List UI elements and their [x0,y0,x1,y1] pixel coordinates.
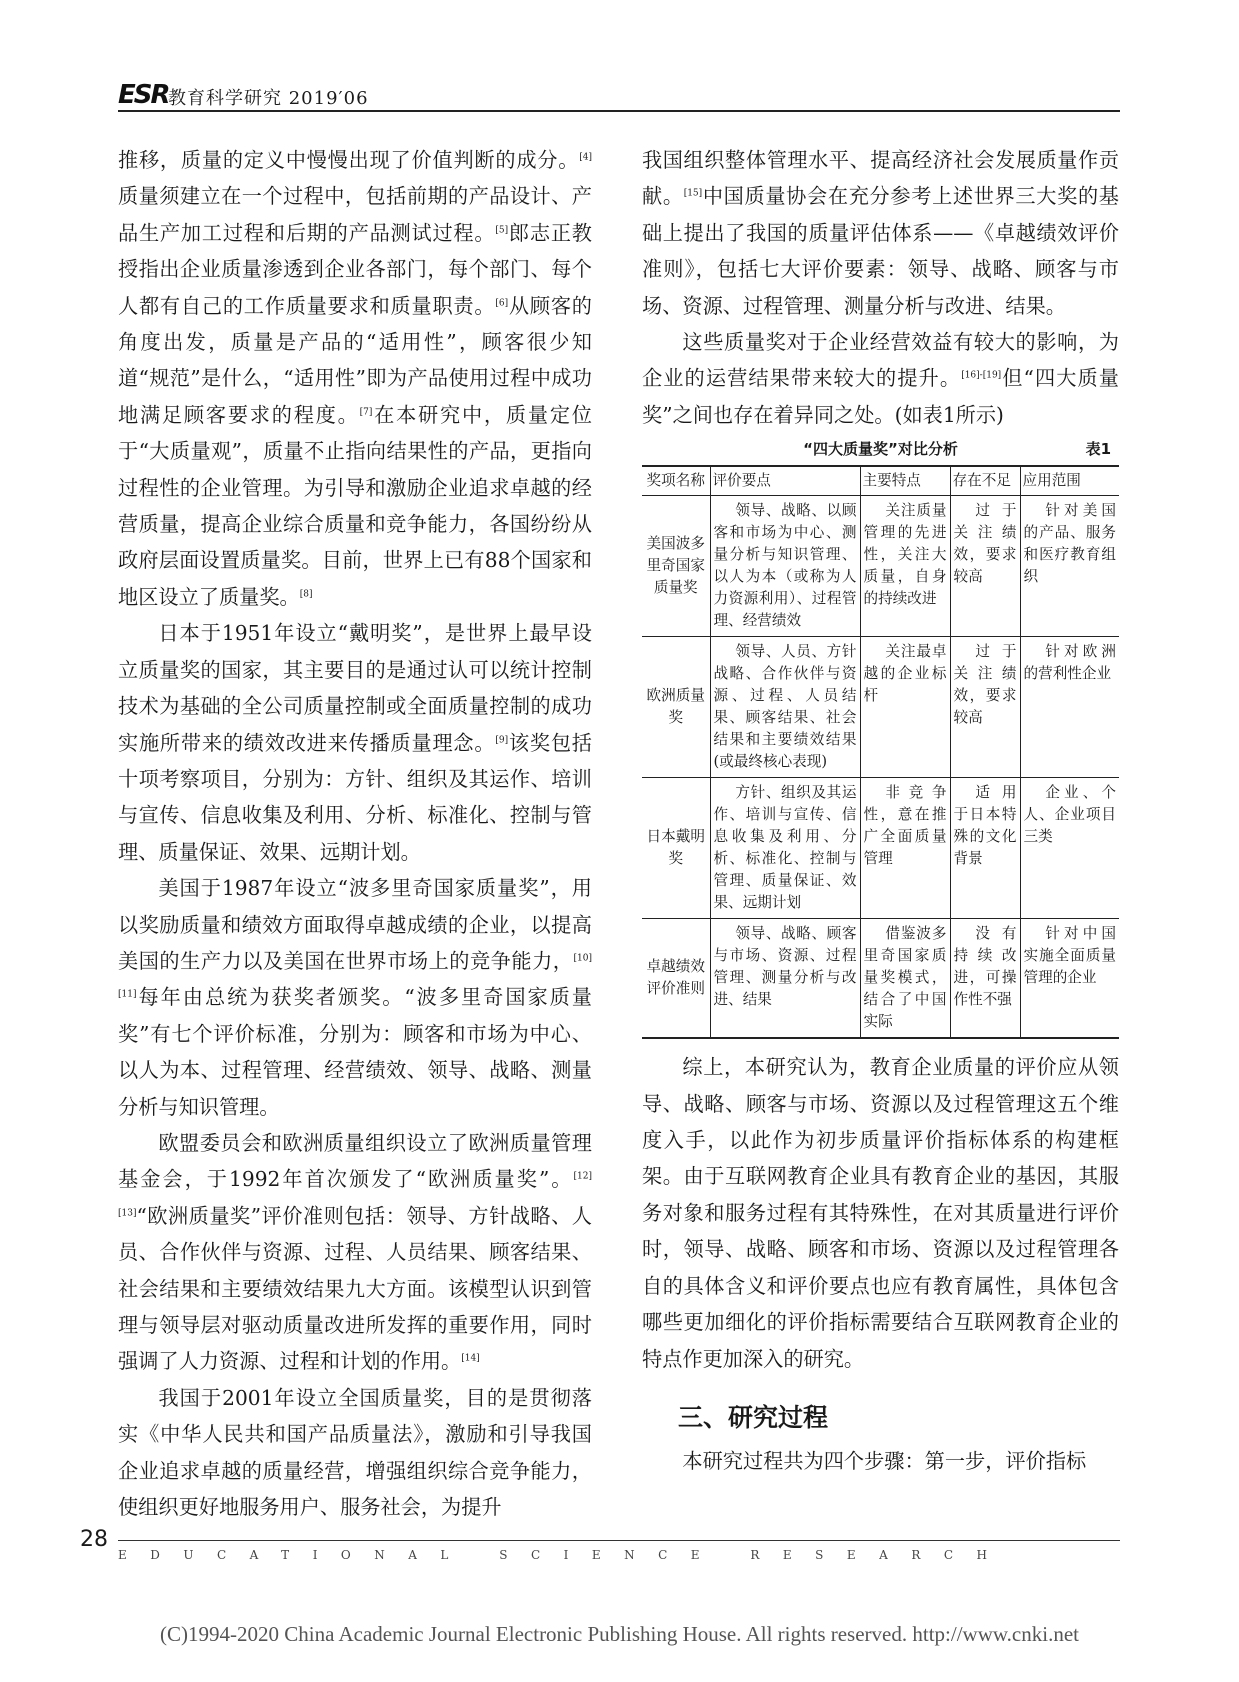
journal-title: 教育科学研究 2019′06 [168,88,369,109]
table-cell: 企业、个人、企业项目三类 [1020,778,1119,919]
paragraph: 我国组织整体管理水平、提高经济社会发展质量作贡献。[15]中国质量协会在充分参考上述世界三大奖的基础上提出了我国的质量评估体系——《卓越绩效评价准则》，包括七大评价要素：领导、战略、顾客与市场、资源、过程管理、测量分析与改进、结果。 [642,148,1119,318]
running-footer: EDUCATIONAL SCIENCE RESEARCH [118,1548,1011,1562]
table-cell: 领导、人员、方针战略、合作伙伴与资源、过程、人员结果、顾客结果、社会结果和主要绩效结果(或最终核心表现) [710,637,860,778]
paragraph: 这些质量奖对于企业经营效益有较大的影响，为企业的运营结果带来较大的提升。[16]-[19]但“四大质量奖”之间也存在着异同之处。(如表1所示) [642,330,1119,427]
paragraph: 本研究过程共为四个步骤：第一步，评价指标 [682,1448,1087,1473]
table-cell: 适用于日本特殊的文化背景 [950,778,1020,919]
citation: [10][11] [118,953,592,1000]
table-cell: 过于关注绩效，要求较高 [950,637,1020,778]
citation: [6] [495,297,509,308]
table-row [642,496,1119,637]
table-cell: 欧洲质量奖 [642,637,710,778]
citation: [14] [461,1353,480,1364]
table-cell: 针对欧洲的营利性企业 [1020,637,1119,778]
table-cell: 卓越绩效评价准则 [642,919,710,1039]
citation: [7] [359,407,373,418]
column-header: 评价要点 [710,466,860,496]
table-row [642,637,1119,778]
table-cell: 日本戴明奖 [642,778,710,919]
citation: [16]-[19] [961,370,1002,381]
paragraph: 综上，本研究认为，教育企业质量的评价应从领导、战略、顾客与市场、资源以及过程管理这五个维度入手，以此作为初步质量评价指标体系的构建框架。由于互联网教育企业具有教育企业的基因，其服务对象和服务过程有其特殊性，在对其质量进行评价时，领导、战略、顾客和市场、资源以及过程管理各自的具体含义和评价要点也应有教育属性，具体包含哪些更加细化的评价指标需要结合互联网教育企业的特点作更加深入的研究。 [642,1055,1119,1371]
column-header: 应用范围 [1020,466,1119,496]
citation: [12][13] [118,1171,592,1219]
section-heading: 三、研究过程 [678,1402,829,1432]
citation: [8] [299,589,313,600]
paragraph: 日本于1951年设立“戴明奖”，是世界上最早设立质量奖的国家，其主要目的是通过认可以统计控制技术为基础的全公司质量控制或全面质量控制的成功实施所带来的绩效改进来传播质量理念。[9]该奖包括十项考察项目，分别为：方针、组织及其运作、培训与宣传、信息收集及利用、分析、标准化、控制与管理、质量保证、效果、远期计划。 [118,621,592,864]
table-cell: 方针、组织及其运作、培训与宣传、信息收集及利用、分析、标准化、控制与管理、质量保证、效果、远期计划 [710,778,860,919]
table-cell: 关注质量管理的先进性，关注大质量，自身的持续改进 [860,496,950,637]
table-cell: 过于关注绩效，要求较高 [950,496,1020,637]
page-number: 28 [80,1527,108,1552]
column-header: 奖项名称 [642,466,710,496]
citation: [15] [683,188,703,199]
table-cell: 领导、战略、以顾客和市场为中心、测量分析与知识管理、以人为本（或称为人力资源利用）、过程管理、经营绩效 [710,496,860,637]
table-cell: 关注最卓越的企业标杆 [860,637,950,778]
paragraph: 推移，质量的定义中慢慢出现了价值判断的成分。[4]质量须建立在一个过程中，包括前期的产品设计、产品生产加工过程和后期的产品测试过程。[5]郎志正教授指出企业质量渗透到企业各部门，每个部门、每个人都有自己的工作质量要求和质量职责。[6]从顾客的角度出发，质量是产品的“适用性”，顾客很少知道“规范”是什么，“适用性”即为产品使用过程中成功地满足顾客要求的程度。[7]在本研究中，质量定位于“大质量观”，质量不止指向结果性的产品，更指向过程性的企业管理。为引导和激励企业追求卓越的经营质量，提高企业综合质量和竞争能力，各国纷纷从政府层面设置质量奖。目前，世界上已有88个国家和地区设立了质量奖。[8] [118,148,592,609]
table-cell: 借鉴波多里奇国家质量奖模式，结合了中国实际 [860,919,950,1039]
right-column [642,142,1119,1479]
header-rule [118,110,1120,112]
table-cell: 非竞争性，意在推广全面质量管理 [860,778,950,919]
table-header-row [642,466,1119,496]
copyright-notice: (C)1994-2020 China Academic Journal Electronic Publishing House. All rights reserved. http://www.cnki.net [160,1622,1079,1646]
column-header: 主要特点 [860,466,950,496]
table-number: 表1 [1085,440,1111,459]
table-cell: 领导、战略、顾客与市场、资源、过程管理、测量分析与改进、结果 [710,919,860,1039]
left-column [118,142,592,1525]
citation: [9] [495,734,509,745]
journal-logo: ESR [118,80,169,110]
table-title: “四大质量奖”对比分析 [803,440,958,459]
table-cell: 没有持续改进，可操作性不强 [950,919,1020,1039]
table-cell: 美国波多里奇国家质量奖 [642,496,710,637]
paragraph: 美国于1987年设立“波多里奇国家质量奖”，用以奖励质量和绩效方面取得卓越成绩的企业，以提高美国的生产力以及美国在世界市场上的竞争能力，[10][11]每年由总统为获奖者颁奖。“波多里奇国家质量奖”有七个评价标准，分别为：顾客和市场为中心、以人为本、过程管理、经营绩效、领导、战略、测量分析与知识管理。 [118,876,592,1119]
table-row [642,919,1119,1039]
paragraph: 欧盟委员会和欧洲质量组织设立了欧洲质量管理基金会，于1992年首次颁发了“欧洲质量奖”。[12][13]“欧洲质量奖”评价准则包括：领导、方针战略、人员、合作伙伴与资源、过程、人员结果、顾客结果、社会结果和主要绩效结果九大方面。该模型认识到管理与领导层对驱动质量改进所发挥的重要作用，同时强调了人力资源、过程和计划的作用。[14] [118,1130,592,1374]
table-cell: 针对美国的产品、服务和医疗教育组织 [1020,496,1119,637]
page-header [118,78,1118,112]
citation: [4] [579,152,592,163]
footer-rule [118,1540,1120,1541]
column-header: 存在不足 [950,466,1020,496]
table-cell: 针对中国实施全面质量管理的企业 [1020,919,1119,1039]
table-caption [642,433,1119,465]
citation: [5] [495,225,509,236]
award-comparison-table [642,465,1119,1039]
table-row [642,778,1119,919]
paragraph: 我国于2001年设立全国质量奖，目的是贯彻落实《中华人民共和国产品质量法》，激励和引导我国企业追求卓越的质量经营，增强组织综合竞争能力，使组织更好地服务用户、服务社会，为提升 [118,1385,592,1520]
